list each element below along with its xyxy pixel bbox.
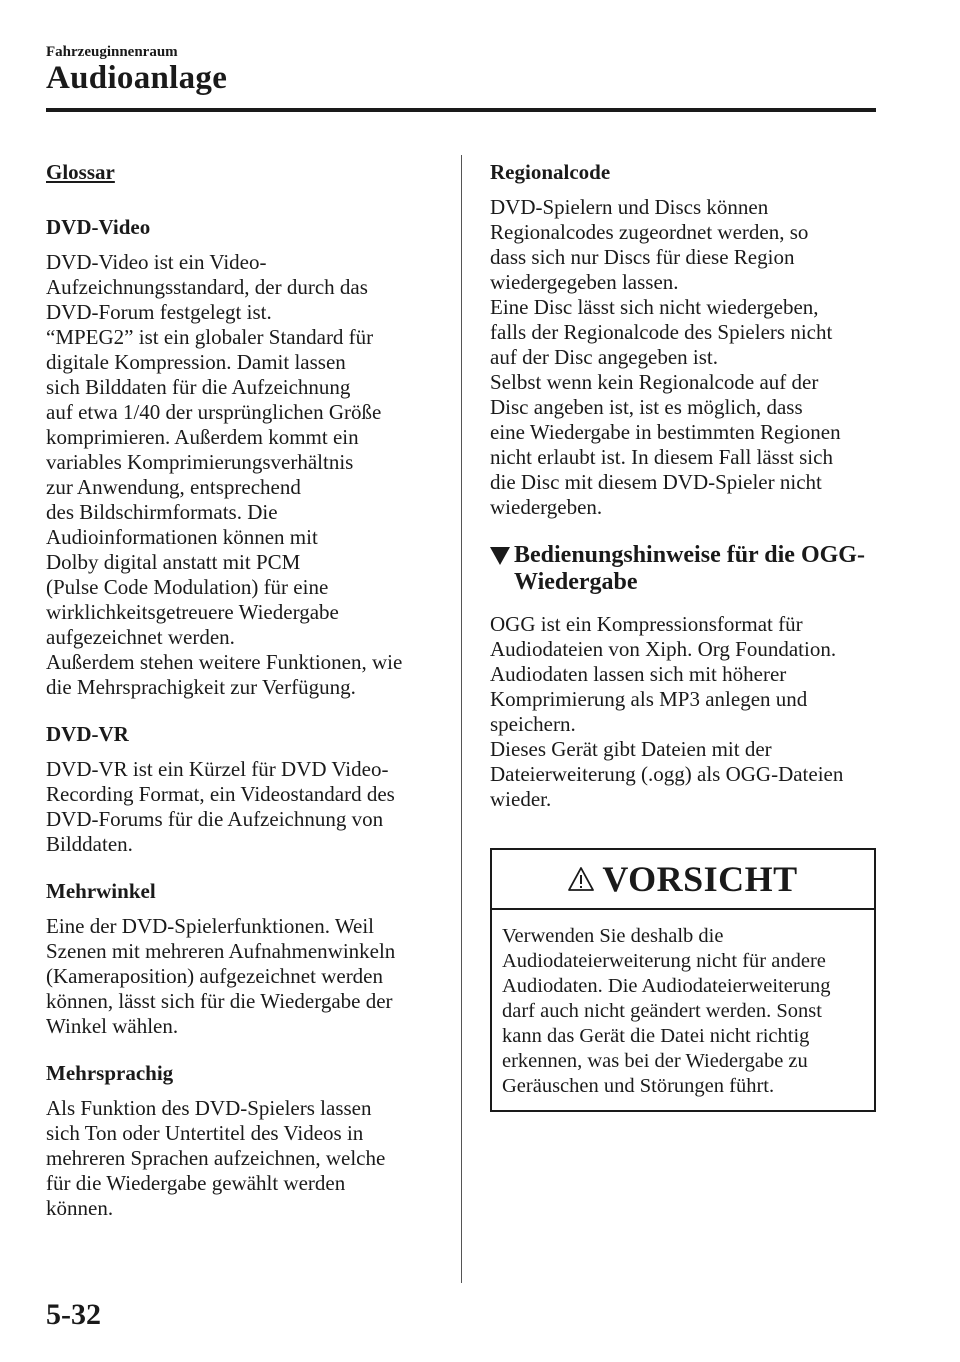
text-dvd-vr: DVD-VR ist ein Kürzel für DVD Video- Recording Format, ein Videostandard des DVD-Forums für die Aufzeichnung von Bilddaten. <box>46 757 395 856</box>
caution-box <box>490 848 876 1112</box>
right-column <box>490 160 876 834</box>
caution-text: Verwenden Sie deshalb die Audiodateierweiterung nicht für andere Audiodaten. Die Audiodateierweiterung darf auch nicht geändert werden. Sonst kann das Gerät die Datei nicht richtig erkennen, was bei der Wiedergabe zu Geräuschen und Störungen führt. <box>502 925 831 1097</box>
text-ogg: OGG ist ein Kompressionsformat für Audiodateien von Xiph. Org Foundation. Audiodaten lassen sich mit höherer Komprimierung als MP3 anlegen und speichern. Dieses Gerät gibt Dateien mit der Dateierweiterung (.ogg) als OGG-Dateien wieder. <box>490 612 844 811</box>
glossar-heading: Glossar <box>46 160 115 184</box>
term-dvd-vr: DVD-VR <box>46 722 129 746</box>
text-regionalcode: DVD-Spielern und Discs können Regionalcodes zugeordnet werden, so dass sich nur Discs für diese Region wiedergegeben lassen. Eine Disc lässt sich nicht wiedergeben, falls der Regionalcode des Spielers nicht auf der Disc angegeben ist. Selbst wenn kein Regionalcode auf der Disc angeben ist, ist es möglich, dass eine Wiedergabe in bestimmten Regionen nicht erlaubt ist. In diesem Fall lässt sich die Disc mit diesem DVD-Spieler nicht wiedergeben. <box>490 195 841 519</box>
text-dvd-video: DVD-Video ist ein Video- Aufzeichnungsstandard, der durch das DVD-Forum festgelegt ist. “MPEG2” ist ein globaler Standard für digitale Kompression. Damit lassen sich Bilddaten für die Aufzeichnung auf etwa 1/40 der ursprünglichen Größe komprimieren. Außerdem kommt ein variables Komprimierungsverhältnis zur Anwendung, entsprechend des Bildschirmformats. Die Audioinformationen können mit Dolby digital anstatt mit PCM (Pulse Code Modulation) für eine wirklichkeitsgetreuere Wiedergabe aufgezeichnet werden. Außerdem stehen weitere Funktionen, wie die Mehrsprachigkeit zur Verfügung. <box>46 250 403 699</box>
left-column <box>46 160 446 1243</box>
caution-title: VORSICHT <box>602 859 798 899</box>
page-title: Audioanlage <box>46 60 228 96</box>
text-mehrwinkel: Eine der DVD-Spielerfunktionen. Weil Szenen mit mehreren Aufnahmenwinkeln (Kameraposition) aufgezeichnet werden können, lässt sich für die Wiedergabe der Winkel wählen. <box>46 914 396 1038</box>
term-regionalcode: Regionalcode <box>490 160 611 184</box>
header-section-label: Fahrzeuginnenraum <box>46 44 178 60</box>
column-divider <box>461 155 462 1283</box>
term-mehrsprachig: Mehrsprachig <box>46 1061 174 1085</box>
triangle-down-icon <box>490 547 510 565</box>
header-rule <box>46 108 876 112</box>
term-dvd-video: DVD-Video <box>46 215 151 239</box>
section-heading-ogg <box>490 542 876 596</box>
term-mehrwinkel: Mehrwinkel <box>46 879 156 903</box>
section-heading-ogg-text: Bedienungshinweise für die OGG- Wiedergabe <box>514 542 865 595</box>
text-mehrsprachig: Als Funktion des DVD-Spielers lassen sich Ton oder Untertitel des Videos in mehreren Sprachen aufzeichnen, welche für die Wiedergabe gewählt werden können. <box>46 1096 386 1220</box>
page-number: 5-32 <box>46 1298 101 1331</box>
warning-icon <box>568 867 594 891</box>
caution-header <box>492 850 874 910</box>
